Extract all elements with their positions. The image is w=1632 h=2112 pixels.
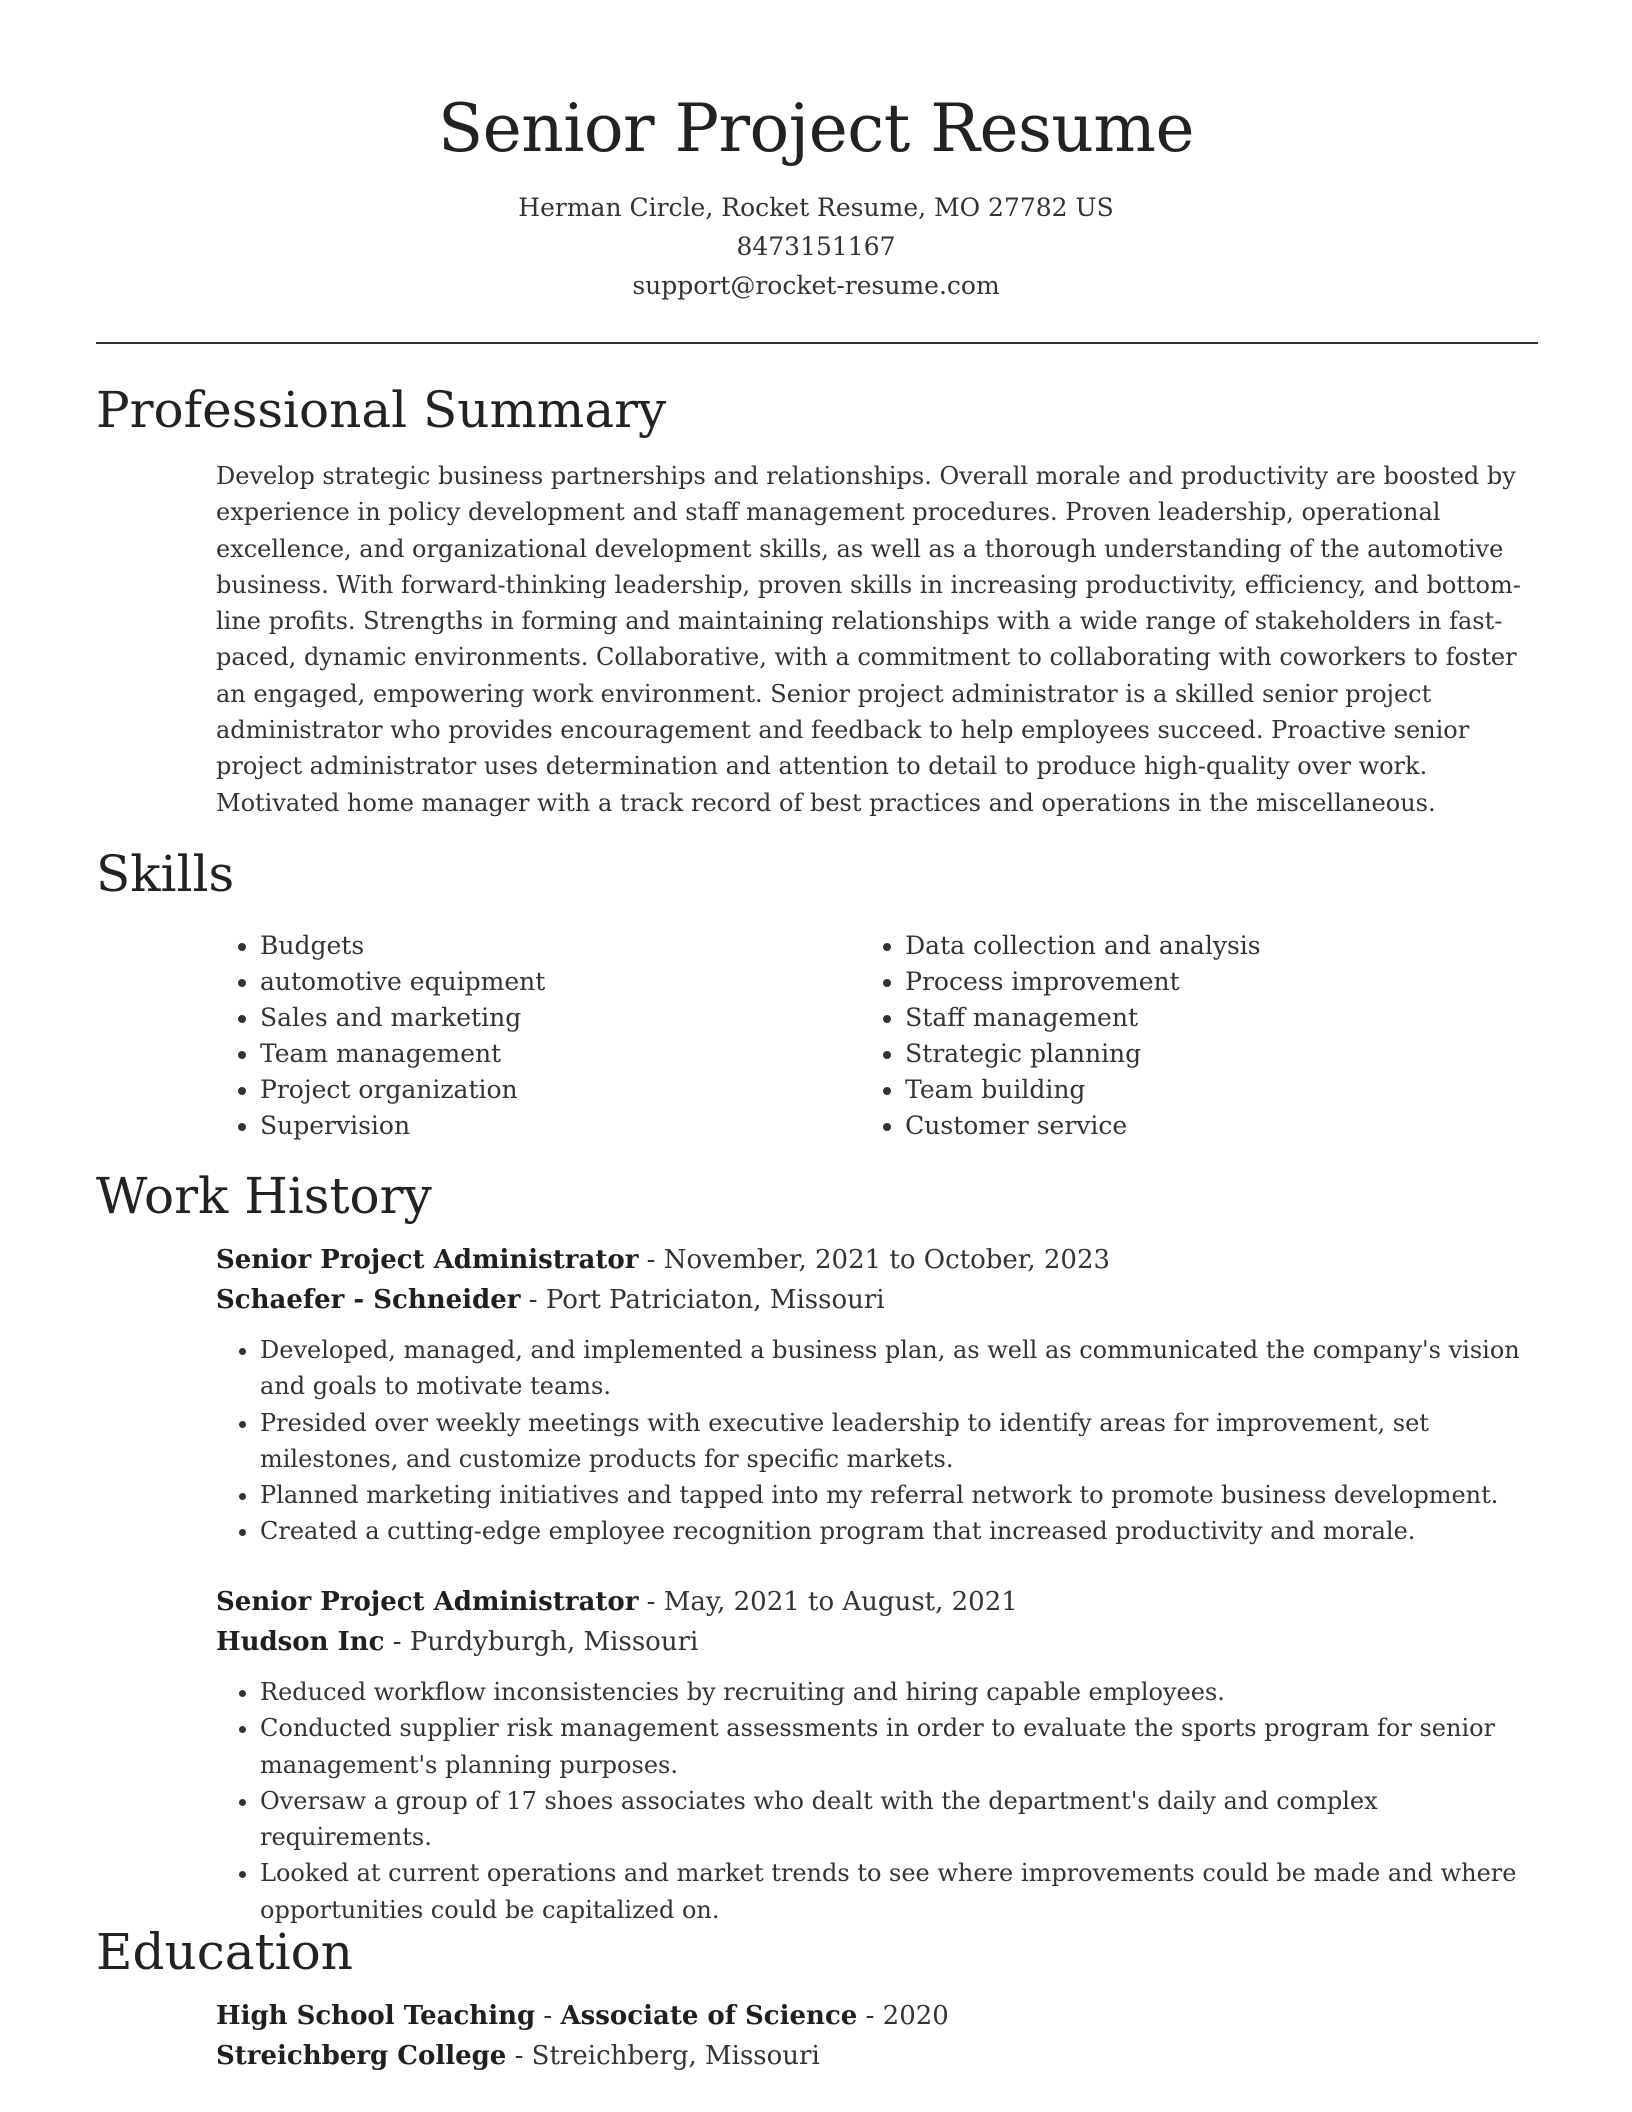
skill-item: • Supervision — [260, 1108, 861, 1144]
skill-item: • Strategic planning — [905, 1036, 1540, 1072]
education-heading: Education — [96, 1923, 353, 1981]
job-company-line — [216, 1622, 1540, 1662]
job-bullet: • Oversaw a group of 17 shoes associates who dealt with the department's daily and complex requirements. — [260, 1783, 1540, 1856]
skills-column-2 — [861, 928, 1540, 1144]
skill-item: • Data collection and analysis — [905, 928, 1540, 964]
skill-item: • Staff management — [905, 1000, 1540, 1036]
address: Herman Circle, Rocket Resume, MO 27782 US — [518, 193, 1114, 222]
separator: - — [638, 1587, 664, 1617]
job-bullet: • Planned marketing initiatives and tapped into my referral network to promote business development. — [260, 1477, 1540, 1513]
phone: 8473151167 — [736, 232, 896, 261]
skill-item: • Sales and marketing — [260, 1000, 861, 1036]
summary-text: Develop strategic business partnerships and relationships. Overall morale and productivity are boosted by experience in policy development and staff management procedures. Proven leadership, operational excellence, and organizational development skills, as well as a thorough understanding of the automotive business. With forward-thinking leadership, proven skills in increasing productivity, efficiency, and bottom-line profits. Strengths in forming and maintaining relationships with a wide range of stakeholders in fast-paced, dynamic environments. Collaborative, with a commitment to collaborating with coworkers to foster an engaged, empowering work environment. Senior project administrator is a skilled senior project administrator who provides encouragement and feedback to help employees succeed. Proactive senior project administrator uses determination and attention to detail to produce high-quality over work. Motivated home manager with a track record of best practices and operations in the miscellaneous. — [216, 462, 1521, 817]
job-company: Hudson Inc — [216, 1627, 385, 1657]
job-location: Port Patriciaton, Missouri — [545, 1285, 885, 1315]
graduation-year: 2020 — [882, 2001, 949, 2031]
job-bullets — [216, 1674, 1540, 1928]
job-bullet: • Created a cutting-edge employee recognition program that increased productivity and morale. — [260, 1513, 1540, 1549]
email: support@rocket-resume.com — [632, 271, 1000, 300]
separator: - — [857, 2001, 883, 2031]
separator: - — [384, 1627, 410, 1657]
field-of-study: High School Teaching — [216, 2001, 536, 2031]
skill-item: • Budgets — [260, 928, 861, 964]
job-company: Schaefer - Schneider — [216, 1285, 521, 1315]
job-bullet: • Reduced workflow inconsistencies by recruiting and hiring capable employees. — [260, 1674, 1540, 1710]
separator: - — [506, 2041, 532, 2071]
contact-info — [0, 188, 1632, 305]
job-dates: May, 2021 to August, 2021 — [663, 1587, 1018, 1617]
job-entry — [216, 1240, 1540, 1550]
job-entry — [216, 1582, 1540, 1928]
skill-item: • automotive equipment — [260, 964, 861, 1000]
education-entry — [216, 1996, 1540, 2076]
school-name: Streichberg College — [216, 2041, 507, 2071]
skill-item: • Process improvement — [905, 964, 1540, 1000]
job-role: Senior Project Administrator — [216, 1245, 639, 1275]
header-divider — [96, 342, 1538, 344]
degree: Associate of Science — [560, 2001, 858, 2031]
school-line — [216, 2036, 1540, 2076]
degree-line — [216, 1996, 1540, 2036]
separator: - — [535, 2001, 561, 2031]
job-title-line — [216, 1582, 1540, 1622]
skills-column-1 — [216, 928, 861, 1144]
job-bullet: • Developed, managed, and implemented a business plan, as well as communicated the company's vision and goals to motivate teams. — [260, 1332, 1540, 1405]
school-location: Streichberg, Missouri — [531, 2041, 820, 2071]
job-bullet: • Looked at current operations and market trends to see where improvements could be made and where opportunities could be capitalized on. — [260, 1855, 1540, 1928]
job-bullet: • Conducted supplier risk management assessments in order to evaluate the sports program for senior management's planning purposes. — [260, 1710, 1540, 1783]
job-bullet: • Presided over weekly meetings with executive leadership to identify areas for improvement, set milestones, and customize products for specific markets. — [260, 1405, 1540, 1478]
skills-list — [216, 928, 1540, 1144]
job-bullets — [216, 1332, 1540, 1550]
job-dates: November, 2021 to October, 2023 — [663, 1245, 1111, 1275]
skill-item: • Team building — [905, 1072, 1540, 1108]
resume-header — [0, 0, 1632, 305]
resume-title: Senior Project Resume — [437, 90, 1195, 167]
skill-item: • Project organization — [260, 1072, 861, 1108]
summary-heading: Professional Summary — [96, 381, 667, 439]
job-role: Senior Project Administrator — [216, 1587, 639, 1617]
work-history-heading: Work History — [96, 1167, 432, 1225]
job-location: Purdyburgh, Missouri — [409, 1627, 699, 1657]
job-company-line — [216, 1280, 1540, 1320]
separator: - — [638, 1245, 664, 1275]
separator: - — [520, 1285, 546, 1315]
job-title-line — [216, 1240, 1540, 1280]
skill-item: • Customer service — [905, 1108, 1540, 1144]
skills-heading: Skills — [96, 845, 235, 903]
skill-item: • Team management — [260, 1036, 861, 1072]
